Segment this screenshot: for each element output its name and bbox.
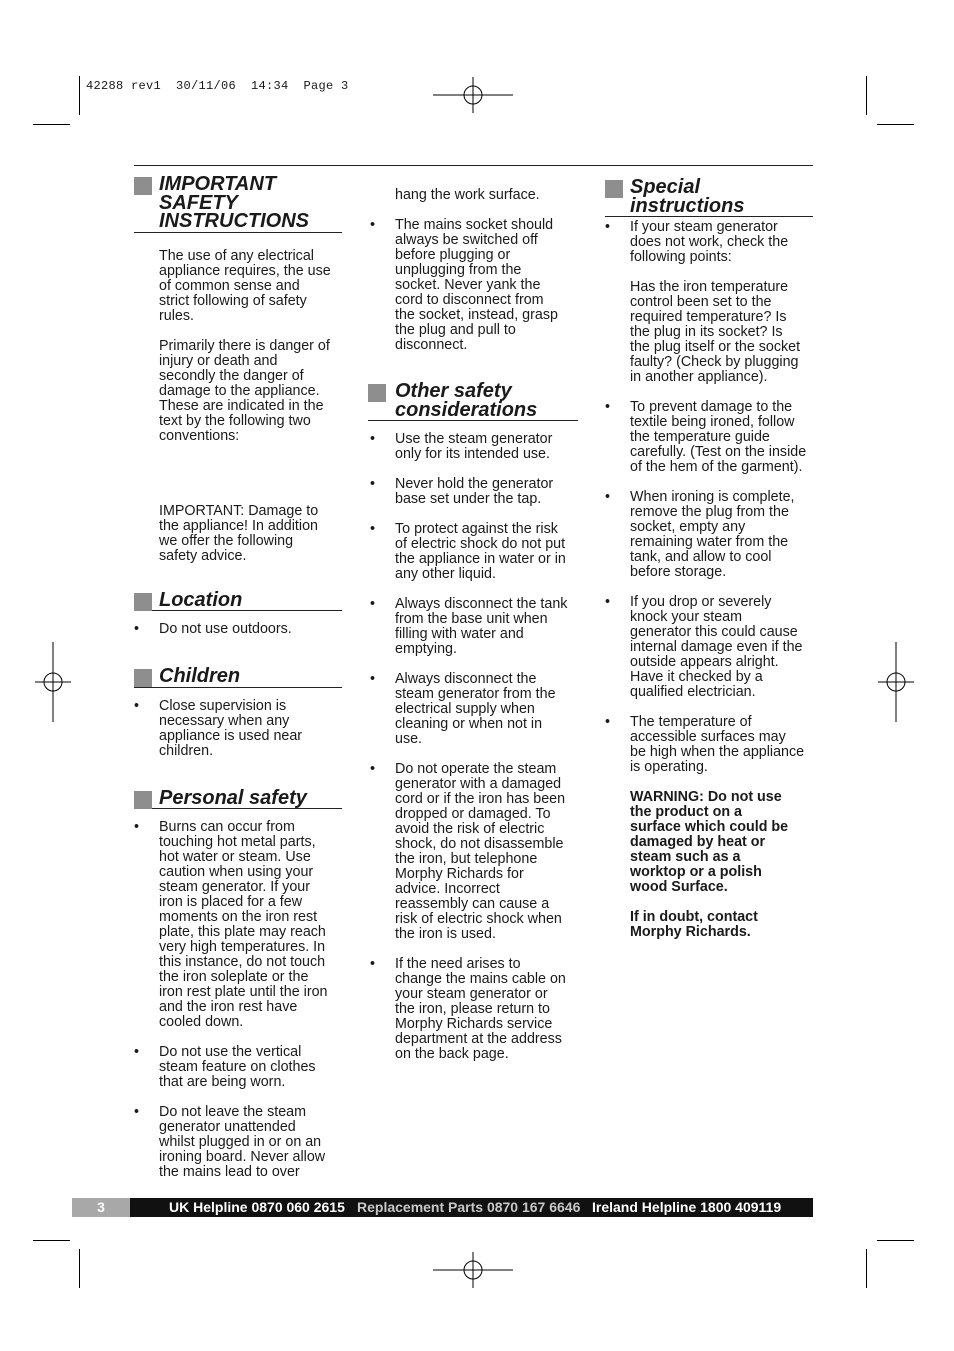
list-item: • Close supervision is necessary when any appliance is used near children.	[134, 697, 303, 759]
heading-square-icon	[605, 180, 623, 198]
heading-square-icon	[368, 384, 386, 402]
crop-mark	[33, 124, 70, 125]
heading-location: Location	[159, 588, 243, 611]
replacement-parts-line: Replacement Parts 0870 167 6646	[357, 1199, 581, 1215]
crop-mark	[866, 76, 867, 115]
crop-mark	[33, 1240, 70, 1241]
crop-mark	[877, 1240, 914, 1241]
heading-children: Children	[159, 665, 241, 687]
intro-paragraph: The use of any electrical appliance requires, the use of common sense and strict following of safety rules.	[159, 247, 331, 324]
heading-square-icon	[134, 791, 152, 809]
list-item: • Use the steam generator only for its intended use.	[370, 431, 553, 462]
column-middle	[370, 188, 585, 1077]
section-heading	[134, 175, 342, 233]
list-item: • Always disconnect the tank from the base unit when filling with water and emptying.	[370, 596, 568, 657]
section-heading	[605, 178, 813, 217]
section-heading	[368, 382, 578, 421]
column-right	[605, 178, 820, 955]
list-item: • Do not leave the steam generator unattended whilst plugged in or on an ironing board. Never allow the mains lead to over	[134, 1104, 326, 1180]
list-item: • To protect against the risk of electric shock do not put the appliance in water or in any other liquid.	[370, 521, 566, 582]
registration-mark-icon	[433, 75, 513, 115]
section-heading	[134, 667, 342, 688]
crop-mark	[877, 124, 914, 125]
list-item: • The temperature of accessible surfaces may be high when the appliance is operating.	[605, 714, 805, 775]
heading-square-icon	[134, 177, 152, 195]
list-item: • Do not operate the steam generator with a damaged cord or if the iron has been dropped or damaged. To avoid the risk of electric shock, do not disassemble the iron, but telephone Morphy Richards for advice. Incorrect reassembly can cause a risk of electric shock when the iron is used.	[370, 761, 566, 942]
list-item: • Do not use outdoors.	[134, 621, 292, 637]
warning-text: WARNING: Do not use the product on a surface which could be damaged by heat or steam such as a worktop or a polish wood Surface.	[630, 789, 789, 895]
intro-paragraph: IMPORTANT: Damage to the appliance! In addition we offer the following safety advice.	[159, 502, 319, 564]
list-item: • To prevent damage to the textile being ironed, follow the temperature guide carefully. (Test on the inside of the hem of the garment).	[605, 399, 807, 475]
registration-mark-icon	[433, 1250, 513, 1290]
heading-important-safety: IMPORTANT SAFETY INSTRUCTIONS	[159, 173, 309, 232]
section-heading	[134, 786, 342, 810]
heading-personal-safety: Personal safety	[159, 786, 307, 809]
heading-other-safety: Other safety considerations	[395, 380, 538, 421]
list-item: • If you drop or severely knock your steam generator this could cause internal damage even if the outside appears alright. Have it checked by a qualified electrician.	[605, 594, 803, 700]
list-item: • Never hold the generator base set under the tap.	[370, 476, 554, 507]
check-points: Has the iron temperature control been set to the required temperature? Is the plug in its socket? Is the plug itself or the socket faulty? (Check by plugging in another appliance).	[630, 279, 801, 385]
heading-special-instructions: Special instructions	[630, 176, 745, 217]
page-number: 3	[72, 1198, 130, 1217]
crop-mark	[79, 76, 80, 115]
intro-paragraph: Primarily there is danger of injury or death and secondly the danger of damage to the appliance. These are indicated in the text by the following two conventions:	[159, 337, 330, 444]
list-item: • Burns can occur from touching hot metal parts, hot water or steam. Use caution when using your steam generator. If your iron is placed for a few moments on the iron rest plate, this plate may reach very high temperatures. In this instance, do not touch the iron soleplate or the iron rest plate until the iron and the iron rest have cooled down.	[134, 819, 328, 1030]
list-item: • When ironing is complete, remove the plug from the socket, empty any remaining water from the tank, and allow to cool before storage.	[605, 489, 795, 580]
heading-square-icon	[134, 593, 152, 611]
column-left	[134, 175, 344, 1195]
footer-bar	[72, 1198, 813, 1217]
uk-helpline: UK Helpline 0870 060 2615	[169, 1199, 345, 1215]
list-item: • Do not use the vertical steam feature on clothes that are being worn.	[134, 1044, 316, 1090]
ireland-helpline: Ireland Helpline 1800 409119	[592, 1199, 782, 1215]
crop-mark	[866, 1249, 867, 1288]
list-item: • Always disconnect the steam generator from the electrical supply when cleaning or when not in use.	[370, 671, 556, 747]
continued-text: hang the work surface.	[395, 187, 540, 203]
contact-text: If in doubt, contact Morphy Richards.	[630, 909, 758, 940]
list-item: • If the need arises to change the mains cable on your steam generator or the iron, please return to Morphy Richards service department at the address on the back page.	[370, 956, 566, 1062]
top-rule	[134, 165, 813, 166]
heading-square-icon	[134, 669, 152, 687]
crop-mark	[79, 1249, 80, 1288]
registration-mark-icon	[876, 642, 916, 722]
section-heading	[134, 588, 342, 612]
list-item: • The mains socket should always be switched off before plugging or unplugging from the socket. Never yank the cord to disconnect from the socket, instead, grasp the plug and pull to disconnect.	[370, 217, 558, 353]
registration-mark-icon	[33, 642, 73, 722]
print-slug: 42288 rev1 30/11/06 14:34 Page 3	[86, 79, 349, 93]
list-item: • If your steam generator does not work, check the following points:	[605, 219, 789, 265]
